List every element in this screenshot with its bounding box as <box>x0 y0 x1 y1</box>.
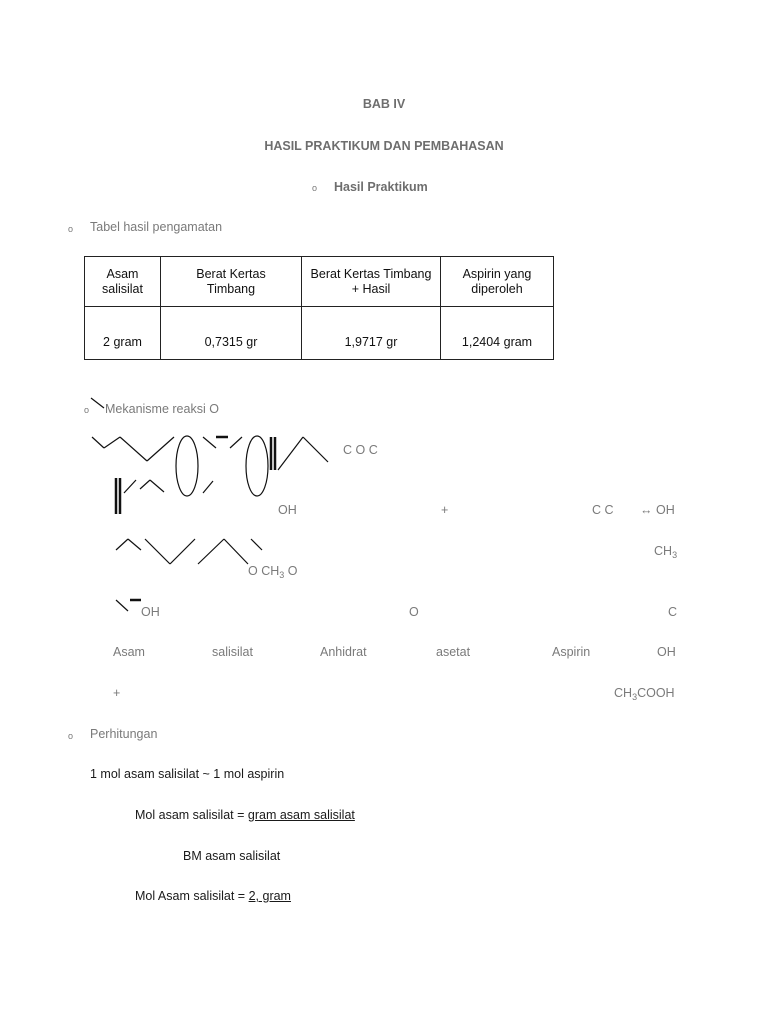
table-cell: 1,2404 gram <box>441 307 554 360</box>
table-header-cell: Asam salisilat <box>85 257 161 307</box>
label-o: O <box>409 605 419 619</box>
label-plus: + <box>441 503 449 517</box>
compound-name: Aspirin <box>552 645 591 659</box>
table-cell: 1,9717 gr <box>302 307 441 360</box>
table-header-cell: Berat Kertas Timbang <box>161 257 302 307</box>
table-header-cell: Berat Kertas Timbang + Hasil <box>302 257 441 307</box>
calc-heading: Perhitungan <box>90 727 158 741</box>
table-cell: 2 gram <box>85 307 161 360</box>
compound-name: asetat <box>436 645 471 659</box>
label-arrow-oh: ↔ OH <box>640 503 675 517</box>
calc-line: Mol Asam salisilat = 2, gram <box>135 889 291 903</box>
calc-line: BM asam salisilat <box>183 849 281 863</box>
label-co-c: C O C <box>343 443 378 457</box>
label-oh: OH <box>278 503 297 517</box>
calc-line: Mol asam salisilat = gram asam salisilat <box>135 808 355 822</box>
table-cell: 0,7315 gr <box>161 307 302 360</box>
calc-line: 1 mol asam salisilat ~ 1 mol aspirin <box>90 767 285 781</box>
bullet-table: o <box>68 224 74 234</box>
mechanism-heading: Mekanisme reaksi O <box>105 402 219 416</box>
page-title: HASIL PRAKTIKUM DAN PEMBAHASAN <box>264 139 504 153</box>
bullet-mechanism: o <box>84 405 90 415</box>
label-ch3cooh: $CH_3COOH$ <box>614 686 675 702</box>
table-caption: Tabel hasil pengamatan <box>90 220 223 234</box>
label-c: C <box>668 605 678 619</box>
section-result-heading: Hasil Praktikum <box>334 180 428 194</box>
compound-name: Asam <box>113 645 145 659</box>
label-plus: + <box>113 686 121 700</box>
bullet-calc: o <box>68 731 74 741</box>
label-c-c: C C <box>592 503 614 517</box>
compound-name: salisilat <box>212 645 253 659</box>
bullet-result: o <box>312 183 318 193</box>
label-o-ch3-o: O $CH_3$ O <box>248 564 298 580</box>
label-oh: OH <box>141 605 160 619</box>
compound-name: Anhidrat <box>320 645 367 659</box>
label-ch3: $CH_3$ <box>654 544 678 560</box>
table-header-cell: Aspirin yang diperoleh <box>441 257 554 307</box>
compound-name: OH <box>657 645 676 659</box>
chapter-heading: BAB IV <box>362 97 406 111</box>
